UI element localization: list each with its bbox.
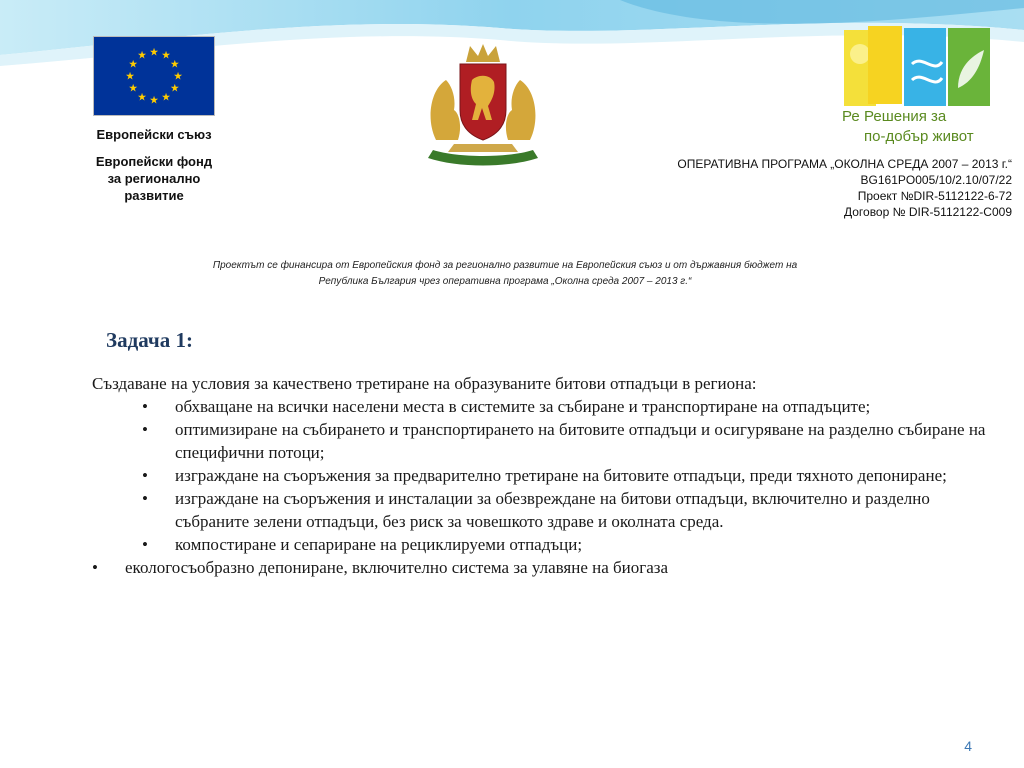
eu-star-icon: ★: [137, 91, 147, 102]
eu-star-icon: ★: [173, 71, 183, 81]
programme-logo-line2: по-добър живот: [864, 128, 974, 145]
contract-number: Договор № DIR-5112122-C009: [843, 205, 1012, 219]
task-intro: Създаване на условия за качествено третиране на образуваните битови отпадъци в региона:: [92, 374, 757, 393]
bullet-icon: •: [142, 397, 148, 416]
final-list-item: • екологосъобразно депониране, включително система за улавяне на биогаза: [92, 558, 669, 577]
eu-star-icon: ★: [129, 59, 138, 69]
bulgarian-coat-of-arms-icon: [408, 40, 558, 170]
eu-star-icon: ★: [170, 59, 179, 69]
eu-logo-block: [76, 36, 232, 204]
funding-note-line1: Проектът се финансира от Европейския фонд за регионално развитие на Европейския съюз и от държавния бюджет на: [212, 260, 798, 271]
programme-name: ОПЕРАТИВНА ПРОГРАМА „ОКОЛНА СРЕДА 2007 – 2013 г.“: [677, 157, 1012, 171]
eu-star-icon: ★: [149, 47, 159, 57]
page-number: 4: [964, 738, 972, 754]
task-subitems-list: [92, 395, 992, 556]
eu-star-icon: ★: [161, 50, 171, 61]
project-number: Проект №DIR-5112122-6-72: [857, 189, 1012, 203]
bullet-icon: •: [142, 489, 148, 508]
bullet-icon: •: [142, 420, 148, 439]
eu-star-icon: ★: [137, 50, 147, 61]
list-item: • изграждане на съоръжения и инсталации за обезвреждане на битови отпадъци, включително и разделно събраните зелени отпадъци, без риск за човешкото здраве и околната среда.: [142, 489, 930, 531]
environment-programme-logo: [842, 24, 1022, 152]
programme-logo-graphic-icon: [842, 24, 992, 108]
list-item: • оптимизиране на събирането и транспортирането на битовите отпадъци и осигуряване на разделно събиране на специфични потоци;: [142, 420, 986, 462]
list-item: • компостиране и сепариране на рециклируеми отпадъци;: [142, 535, 583, 554]
eu-star-icon: ★: [170, 83, 179, 93]
task-title: Задача 1:: [106, 328, 193, 352]
programme-info: [677, 156, 1012, 220]
eu-fund-label-line2: за регионално: [107, 171, 201, 186]
eu-star-icon: ★: [161, 91, 171, 102]
eu-star-icon: ★: [129, 83, 138, 93]
eu-fund-label-line1: Европейски фонд: [95, 154, 213, 169]
list-item: • изграждане на съоръжения за предварително третиране на битовите отпадъци, преди тяхното депониране;: [142, 466, 947, 485]
list-item: • обхващане на всички населени места в системите за събиране и транспортиране на отпадъците;: [142, 397, 871, 416]
bullet-icon: •: [142, 535, 148, 554]
bullet-icon: •: [92, 558, 98, 577]
eu-fund-label-line3: развитие: [124, 188, 184, 203]
task-content: [92, 372, 992, 579]
funding-note-line2: Република България чрез оперативна програма „Околна среда 2007 – 2013 г.“: [318, 276, 692, 287]
programme-logo-prefix: Ре: [842, 108, 860, 125]
eu-star-icon: ★: [125, 71, 135, 81]
eu-flag-icon: [93, 36, 215, 116]
funding-note: [150, 258, 860, 290]
bullet-icon: •: [142, 466, 148, 485]
eu-star-icon: ★: [149, 95, 159, 105]
eu-union-label: Европейски съюз: [96, 127, 212, 142]
programme-code: BG161PO005/10/2.10/07/22: [860, 173, 1012, 187]
programme-logo-line1: Решения за: [864, 108, 947, 125]
